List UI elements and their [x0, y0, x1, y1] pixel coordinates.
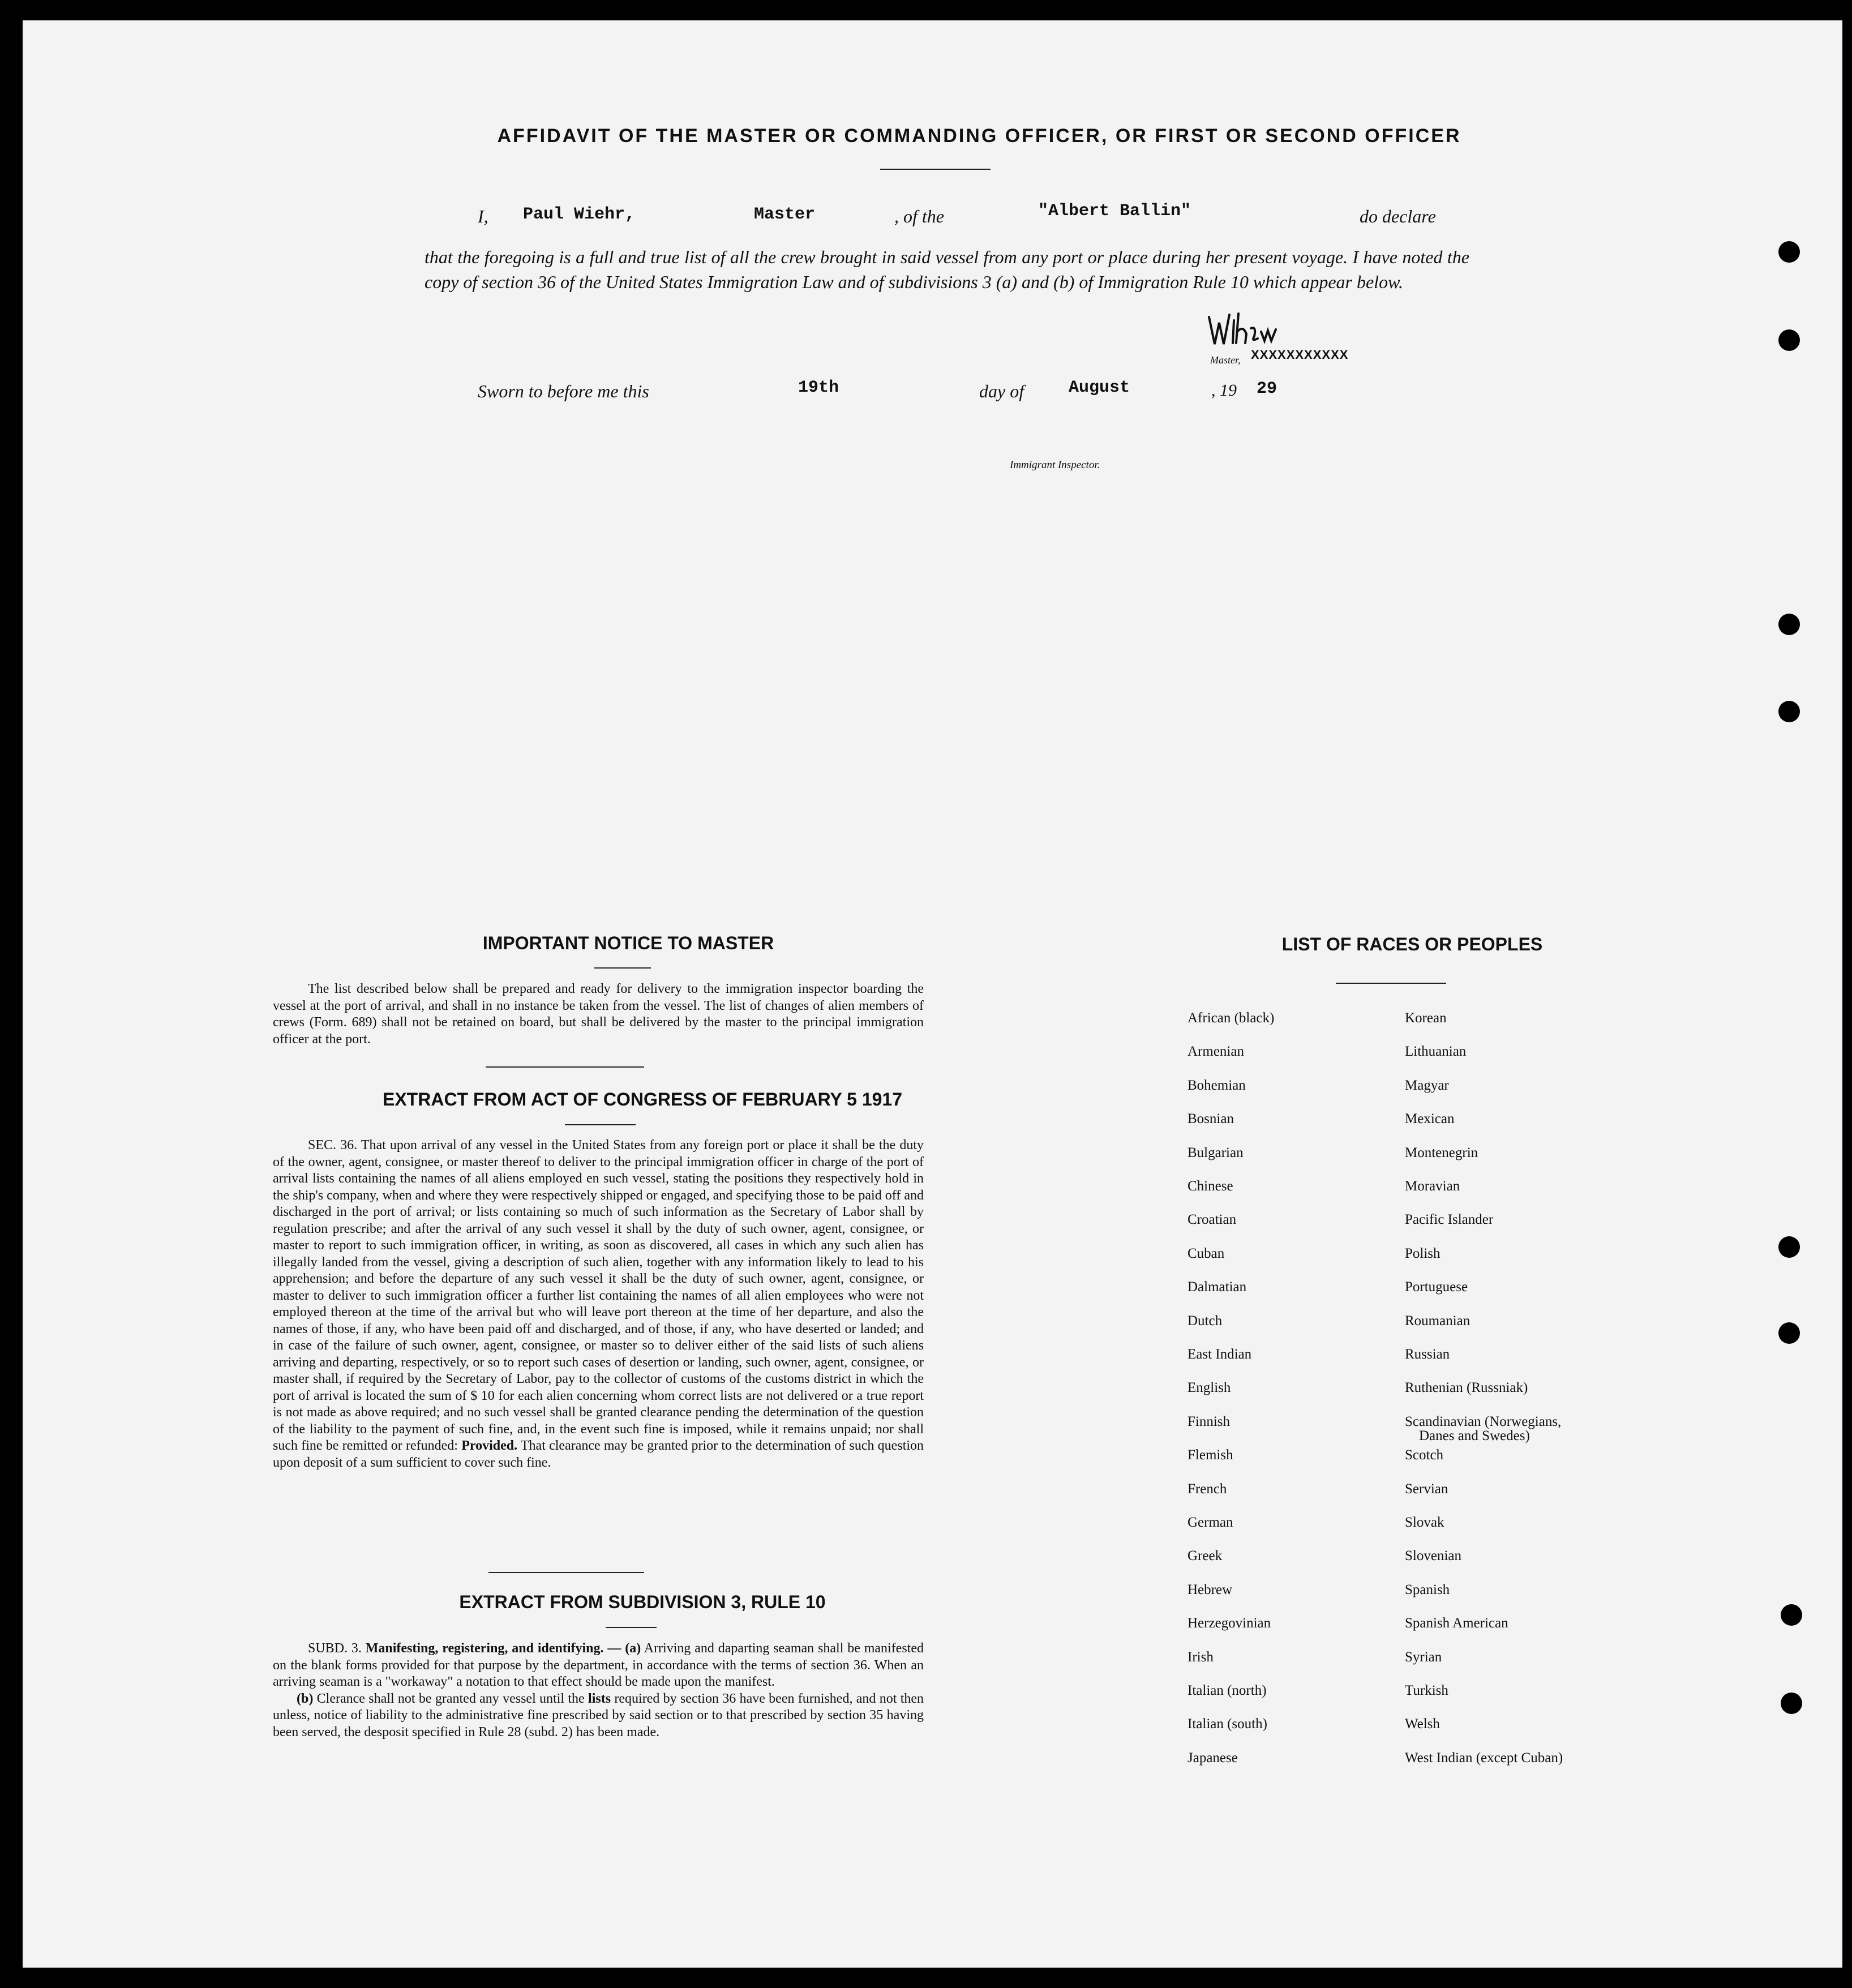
vessel-name-field: "Albert Ballin" [1038, 202, 1191, 221]
subd-b-text-2: required by section 36 have been furnished, and not then unless, notice of liability to the administrative fine prescribed by said section or to that prescribed by section 35 having been served, the desposit specified in Rule 28 (subd. 2) has been made. [273, 1691, 924, 1740]
race-list-item: Roumanian [1405, 1313, 1471, 1329]
subd-b-lists: lists [588, 1691, 611, 1706]
sworn-label: Sworn to before me this [478, 381, 649, 401]
punch-hole [1778, 701, 1800, 722]
race-list-item: Irish [1187, 1649, 1214, 1665]
subd-heading: Manifesting, registering, and identifying. — (a) [365, 1641, 641, 1656]
subd-b-text-1: Clerance shall not be granted any vessel until the [316, 1691, 585, 1706]
inspector-caption: Immigrant Inspector. [1010, 459, 1100, 471]
race-list-item: Greek [1187, 1548, 1223, 1564]
punch-hole [1778, 1236, 1800, 1258]
race-list-item: African (black) [1187, 1010, 1275, 1026]
act-text: SEC. 36. That upon arrival of any vessel in the United States from any foreign port or place it shall be the duty of the owner, agent, consignee, or master thereof to deliver to the principal immigration officer in charge of the port of arrival lists containing the names of all aliens employed en such vessel, stating the positions they respectively hold in the ship's company, when and where they were respectively shipped or engaged, and specifying those to be paid off and discharged in the port of arrival; or lists containing so much of such information as the Secretary of Labor shall by regulation prescribe; and after the arrival of any such vessel it shall by the duty of such owner, agent, consignee, or master to report to such immigration officer, in writing, as soon as discovered, all cases in which any such alien has illegally landed from the vessel, giving a description of such alien, together with any information likely to lead to his apprehension; and before the departure of any such vessel it shall be the duty of such owner, agent, consignee, or master to deliver to such immigration officer a further list containing the names of all alien employees who were not employed thereon at the time of the arrival but who will leave port thereon at the time of her departure, and also the names of those, if any, who have been paid off and discharged, and of those, if any, who have deserted or landed; and in case of the failure of such owner, agent, consignee, or master so to deliver either of the said lists of such aliens arriving and departing, respectively, or so to report such cases of desertion or landing, such owner, agent, consignee, or master shall, if required by the Secretary of Labor, pay to the collector of customs of the customs district in which the port of arrival is located the sum of $ 10 for each alien concerning whom correct lists are not delivered or a true report is not made as above required; and no such vessel shall be granted clearance pending the determination of the question of the liability to the payment of such fine, and, in the event such fine is imposed, while it remains unpaid; nor shall such fine be remitted or refunded: [273, 1138, 924, 1453]
of-the-label: , of the [894, 206, 944, 226]
race-list-item: Ruthenian (Russniak) [1405, 1380, 1528, 1396]
affidavit-title: AFFIDAVIT OF THE MASTER OR COMMANDING OFFICER, OR FIRST OR SECOND OFFICER [497, 125, 1461, 147]
master-name-field: Paul Wiehr, [523, 205, 636, 224]
race-list-item: Russian [1405, 1347, 1450, 1362]
race-list-item: French [1187, 1481, 1227, 1497]
section-divider [488, 1572, 644, 1573]
race-list-item: Bulgarian [1187, 1145, 1244, 1160]
race-list-item: Dalmatian [1187, 1279, 1247, 1295]
year-field: 29 [1257, 379, 1277, 399]
race-list-item: Dutch [1187, 1313, 1223, 1329]
subd-b-paragraph [273, 1691, 924, 1741]
race-list-item: Magyar [1405, 1077, 1449, 1093]
notice-paragraph: The list described below shall be prepared and ready for delivery to the immigration inspector boarding the vessel at the port of arrival, and shall in no instance be taken from the vessel. The list of changes of alien members of crews (Form. 689) shall not be retained on board, but shall be delivered by the master to the principal immigration officer at the port. [273, 982, 924, 1047]
punch-hole [1778, 614, 1800, 635]
race-list-item: Flemish [1187, 1447, 1233, 1463]
section-divider [486, 1066, 644, 1068]
rank-field: Master [754, 205, 816, 224]
race-list-item: Korean [1405, 1010, 1447, 1026]
document-page [23, 20, 1842, 1968]
race-list-item: Syrian [1405, 1649, 1442, 1665]
subd-a-text: Arriving and daparting seaman shall be manifested on the blank forms provided for that purpose by the department, in accordance with the terms of section 36. When an arriving seaman is a "workaway" a notation to that effect should be made upon the manifest. [273, 1641, 924, 1689]
subd-a-paragraph [273, 1640, 924, 1691]
race-list-item: Italian (south) [1187, 1716, 1267, 1732]
race-list-item: Portuguese [1405, 1279, 1468, 1295]
declaration-text: that the foregoing is a full and true list of all the crew brought in said vessel from any port or place during her present voyage. I have noted the copy of section 36 of the United States Immigration Law and of subdivisions 3 (a) and (b) of Immigration Rule 10 which appear below. [425, 247, 1469, 292]
subd-b-label: (b) [297, 1691, 314, 1706]
act-extract-text [273, 1137, 924, 1471]
do-declare-label: do declare [1360, 206, 1436, 226]
race-list-item: West Indian (except Cuban) [1405, 1750, 1563, 1766]
subd-label: SUBD. 3. [308, 1641, 362, 1656]
race-list-item: Lithuanian [1405, 1044, 1467, 1060]
year-prefix: , 19 [1211, 381, 1237, 400]
act-divider [565, 1124, 636, 1125]
race-list-item: Spanish American [1405, 1616, 1508, 1631]
race-list-item: Scotch [1405, 1447, 1444, 1463]
race-list-item: Bosnian [1187, 1111, 1234, 1127]
races-divider [1336, 983, 1446, 984]
rule-extract-title: EXTRACT FROM SUBDIVISION 3, RULE 10 [459, 1592, 826, 1612]
race-list-item: Slovenian [1405, 1548, 1461, 1564]
race-list-item: Cuban [1187, 1245, 1225, 1261]
race-list-item: Welsh [1405, 1716, 1440, 1732]
race-list-item: Mexican [1405, 1111, 1455, 1127]
notice-divider [594, 967, 651, 969]
notice-title: IMPORTANT NOTICE TO MASTER [482, 933, 774, 953]
race-list-item: Servian [1405, 1481, 1448, 1497]
race-list-item: Montenegrin [1405, 1145, 1478, 1160]
race-list-item: Japanese [1187, 1750, 1238, 1766]
signature-overtype: XXXXXXXXXXX [1251, 348, 1349, 362]
race-list-item: Hebrew [1187, 1582, 1233, 1597]
race-list-item: Scandinavian (Norwegians, Danes and Swedes) [1405, 1413, 1562, 1443]
day-of-label: day of [979, 381, 1024, 401]
sworn-day-field: 19th [798, 378, 839, 397]
punch-hole [1781, 1604, 1802, 1626]
race-list-item: East Indian [1187, 1347, 1252, 1362]
act-extract-title: EXTRACT FROM ACT OF CONGRESS OF FEBRUARY 5 1917 [382, 1089, 903, 1109]
sworn-month-field: August [1069, 378, 1130, 397]
race-list-item: Croatian [1187, 1212, 1237, 1228]
provided-label: Provided. [461, 1438, 518, 1453]
race-list-item: Polish [1405, 1245, 1441, 1261]
race-list-item: Moravian [1405, 1179, 1460, 1194]
race-list-item: German [1187, 1515, 1233, 1530]
title-divider [880, 169, 991, 170]
notice-text [273, 981, 924, 1048]
act-paragraph [273, 1137, 924, 1471]
race-list-item: Pacific Islander [1405, 1212, 1494, 1228]
i-label: I, [478, 206, 488, 226]
rule-divider [606, 1627, 657, 1628]
rule-extract-text [273, 1640, 924, 1741]
race-list-item: Slovak [1405, 1515, 1444, 1530]
act-text-end: That clearance may be granted prior to the determination of such question upon deposit of a sum sufficient to cover such fine. [273, 1438, 924, 1470]
race-list-item: Herzegovinian [1187, 1616, 1271, 1631]
punch-hole [1781, 1693, 1802, 1714]
race-list-item: Bohemian [1187, 1077, 1246, 1093]
race-list-item: Armenian [1187, 1044, 1244, 1060]
race-list-item: Chinese [1187, 1179, 1233, 1194]
punch-hole [1778, 329, 1800, 351]
race-list-item: English [1187, 1380, 1231, 1396]
punch-hole [1778, 241, 1800, 263]
race-list-item: Italian (north) [1187, 1683, 1267, 1698]
race-list-item: Spanish [1405, 1582, 1450, 1597]
races-title: LIST OF RACES OR PEOPLES [1281, 934, 1543, 954]
race-list-item: Finnish [1187, 1413, 1231, 1429]
signature-caption: Master, [1210, 354, 1241, 366]
race-list-item: Turkish [1405, 1683, 1448, 1698]
punch-hole [1778, 1322, 1800, 1344]
